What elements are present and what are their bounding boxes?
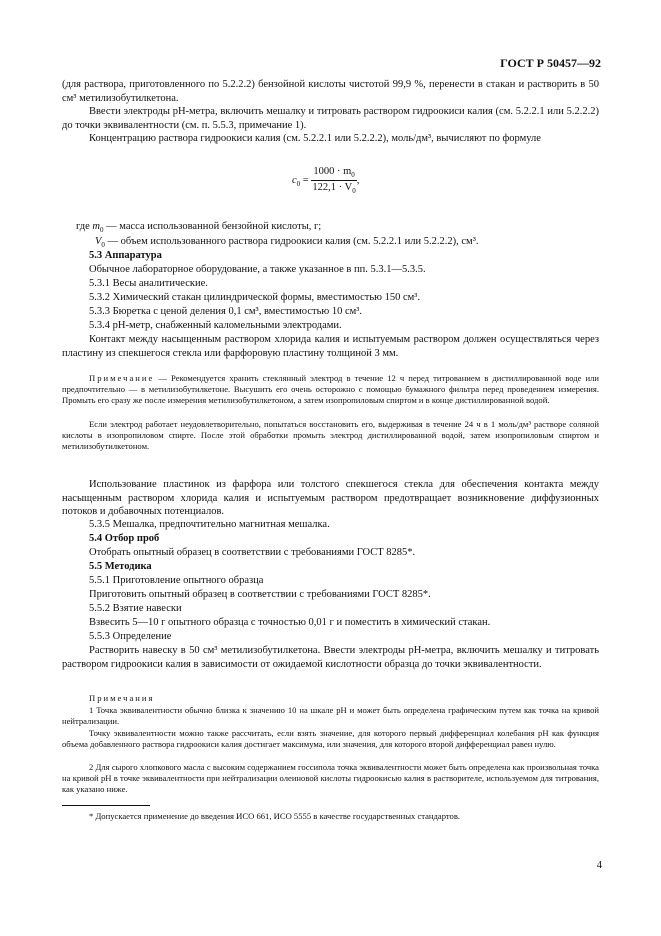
note-text-1: — Рекомендуется хранить стеклянный электрод в течение 12 ч перед титрованием в дистиллированной воде или предпочтительно — в метилизобутилкетоне. Высушить его очень осторожно с помощью бумажного фильтра перед проведением измерения. Промыть его сразу же после измерения метилизобутилкетоном, а затем изопропиловым спиртом и в конце дистиллированной водой. xyxy=(62,373,599,405)
formula-numerator-text: 1000 · m xyxy=(313,166,352,177)
apparatus-item-5-3-3: 5.3.3 Бюретка с ценой деления 0,1 см³, вместимостью 10 см³. xyxy=(89,306,363,317)
note-electrode-restore: Если электрод работает неудовлетворительно, попытаться восстановить его, выдерживая в течение 24 ч в 1 моль/дм³ растворе соляной кислоты в изопропиловом спирте. После этой обработки промыть электрод дистиллированной водой, затем изопропиловым спиртом и метилизобутилкетоном. xyxy=(62,419,599,451)
where-var-v: V xyxy=(95,236,102,247)
paragraph-benzoic-acid: (для раствора, приготовленного по 5.2.2.2) бензойной кислоты чистотой 99,9 %, перенести в стакан и растворить в 50 см³ метилизобутилкетона. xyxy=(62,79,599,104)
formula-denominator-text: 122,1 · V xyxy=(312,182,353,194)
apparatus-item-5-3-2: 5.3.2 Химический стакан цилиндрической формы, вместимостью 150 см³. xyxy=(89,292,421,303)
note-1-equivalence-point: 1 Точка эквивалентности обычно близка к значению 10 на шкале pH и может быть определена графическим путем как точка на кривой нейтрализации. xyxy=(62,705,599,726)
section-heading-5-3: 5.3 Аппаратура xyxy=(89,250,162,261)
note-label: Примечание xyxy=(89,373,155,383)
paragraph-electrodes: Ввести электроды pH-метра, включить мешалку и титровать раствором гидроокиси калия (см. 5.2.2.1 или 5.2.2.2) до точки эквивалентности (см. п. 5.5.3, примечание 1). xyxy=(62,106,599,131)
apparatus-item-5-3-5: 5.3.5 Мешалка, предпочтительно магнитная мешалка. xyxy=(89,519,330,530)
where-var-m: m xyxy=(92,221,101,232)
sampling-text: Отобрать опытный образец в соответствии с требованиями ГОСТ 8285*. xyxy=(89,547,416,558)
formula-denominator-sub: 0 xyxy=(352,187,356,196)
formula-denominator xyxy=(311,181,356,195)
paragraph-contact: Контакт между насыщенным раствором хлорида калия и испытуемым раствором должен осуществляться через пластину из спекшегося стекла или фарфоровую пластину толщиной 3 мм. xyxy=(62,334,599,359)
formula-tail: , xyxy=(356,175,360,186)
page-number: 4 xyxy=(596,860,602,871)
where-text-m: — масса использованной бензойной кислоты, г; xyxy=(103,221,322,232)
paragraph-plates-usage: Использование пластинок из фарфора или толстого спекшегося стекла для обеспечения контакта между насыщенным раствором хлорида калия и испытуемым раствором предотвращает возникновение диффузионных потоков и добавочных потенциалов. xyxy=(62,479,599,517)
method-item-5-5-1: 5.5.1 Приготовление опытного образца xyxy=(89,575,264,586)
formula-fraction xyxy=(311,166,356,195)
where-sub-m: 0 xyxy=(100,226,104,235)
method-item-5-5-1-text: Приготовить опытный образец в соответствии с требованиями ГОСТ 8285*. xyxy=(89,589,431,600)
apparatus-intro: Обычное лабораторное оборудование, а также указанное в пп. 5.3.1—5.3.5. xyxy=(89,264,426,275)
apparatus-item-5-3-1: 5.3.1 Весы аналитические. xyxy=(89,278,208,289)
footnote: * Допускается применение до введения ИСО 661, ИСО 5555 в качестве государственных стандартов. xyxy=(89,811,461,821)
formula-concentration xyxy=(292,166,359,195)
formula-numerator xyxy=(311,166,356,181)
where-prefix: где xyxy=(76,221,93,232)
formula-numerator-sub: 0 xyxy=(351,171,355,180)
apparatus-item-5-3-4: 5.3.4 pH-метр, снабженный каломельными электродами. xyxy=(89,320,342,331)
note-1-calculation: Точку эквивалентности можно также рассчитать, если взять значение, для которого первый дифференциал колебания pH как функция объема добавленного раствора гидроокиси калия достигает максимума, или значения, для которого второй дифференциал равен нулю. xyxy=(62,728,599,749)
where-text-v: — объем использованного раствора гидроокиси калия (см. 5.2.2.1 или 5.2.2.2), см³. xyxy=(104,236,479,247)
note-electrode-storage xyxy=(62,373,599,406)
method-item-5-5-3: 5.5.3 Определение xyxy=(89,631,172,642)
method-item-5-5-3-text: Растворить навеску в 50 см³ метилизобутилкетона. Ввести электроды pH-метра, включить мешалку и титровать раствором гидроокиси калия в зависимости от ожидаемой кислотности образца до точки эквивалентности. xyxy=(62,645,599,670)
formula-lhs: c xyxy=(292,175,297,186)
method-item-5-5-2-text: Взвесить 5—10 г опытного образца с точностью 0,01 г и поместить в химический стакан. xyxy=(89,617,491,628)
paragraph-concentration: Концентрацию раствора гидроокиси калия (см. 5.2.2.1 или 5.2.2.2), моль/дм³, вычисляют по формуле xyxy=(89,133,541,144)
section-heading-5-5: 5.5 Методика xyxy=(89,561,152,572)
method-item-5-5-2: 5.5.2 Взятие навески xyxy=(89,603,182,614)
footnote-divider xyxy=(62,805,150,806)
section-heading-5-4: 5.4 Отбор проб xyxy=(89,533,160,544)
notes-label: Примечания xyxy=(89,693,155,703)
formula-equals: = xyxy=(300,175,312,186)
page-header-standard: ГОСТ Р 50457—92 xyxy=(500,56,601,70)
note-2-cottonseed-oil: 2 Для сырого хлопкового масла с высоким содержанием госсипола точка эквивалентности может быть определена как произвольная точка на кривой pH в точке эквивалентности при нейтрализации олеиновой кислоты гидроокисью калия в растворителе, используемом для титрования, как указано ниже. xyxy=(62,762,599,794)
where-sub-v: 0 xyxy=(101,241,105,250)
formula-lhs-sub: 0 xyxy=(296,180,301,189)
